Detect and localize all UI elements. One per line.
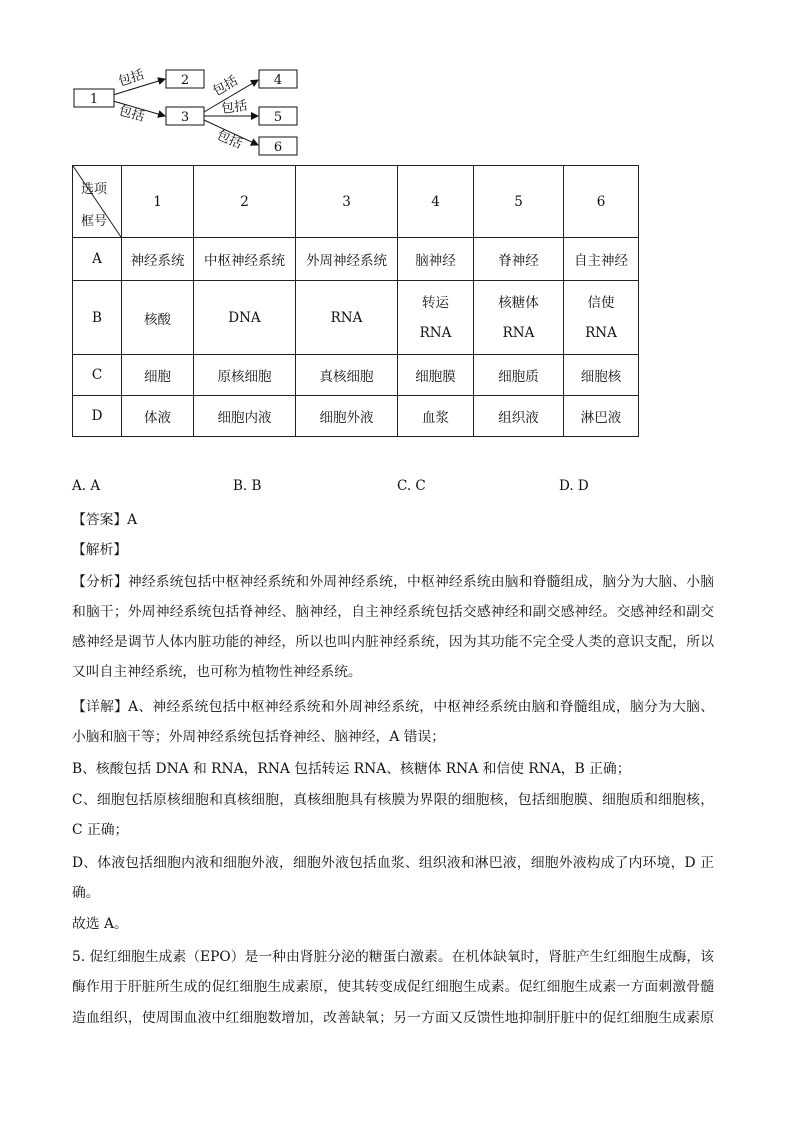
- row-label: C: [73, 355, 122, 396]
- header-cell: 1: [122, 166, 194, 238]
- table-cell: DNA: [194, 281, 296, 355]
- text-line: 确。: [72, 885, 100, 901]
- options-table: [72, 165, 639, 437]
- header-cell: 3: [296, 166, 398, 238]
- table-row: [73, 238, 639, 281]
- text-line: C 正确；: [72, 822, 129, 838]
- text-line: D、体液包括细胞内液和细胞外液，细胞外液包括血浆、组织液和淋巴液，细胞外液构成了内环境，D 正: [72, 855, 714, 871]
- table-cell: RNA: [296, 281, 398, 355]
- table-cell: 细胞: [122, 355, 194, 396]
- table-header-row: [73, 166, 639, 238]
- table-cell: 外周神经系统: [296, 238, 398, 281]
- choice-d: D. D: [559, 478, 589, 494]
- edge-label-3-6: 包括: [214, 127, 245, 153]
- text-line: 【分析】神经系统包括中枢神经系统和外周神经系统，中枢神经系统由脑和脊髓组成，脑分为大脑、小脑: [72, 574, 714, 590]
- corner-top-label: 选项: [81, 182, 108, 197]
- text-line: 【详解】A、神经系统包括中枢神经系统和外周神经系统，中枢神经系统由脑和脊髓组成，脑分为大脑、: [72, 699, 714, 715]
- table-cell: 真核细胞: [296, 355, 398, 396]
- text-line: 故选 A。: [72, 916, 128, 932]
- cell-line: 信使: [587, 294, 615, 311]
- cell-line: RNA: [502, 324, 535, 341]
- row-label: A: [73, 238, 122, 281]
- table-cell: 细胞内液: [194, 396, 296, 437]
- question-text-line: 造血组织，使周围血液中红细胞数增加，改善缺氧；另一方面又反馈性地抑制肝脏中的促红细胞生成素原: [72, 1010, 714, 1026]
- text-line: 和脑干；外周神经系统包括脊神经、脑神经，自主神经系统包括交感神经和副交感神经。交感神经和副交: [72, 604, 714, 620]
- edge-label-1-3: 包括: [116, 103, 147, 126]
- table-row: [73, 281, 639, 355]
- table-row: [73, 396, 639, 437]
- header-cell: 5: [474, 166, 564, 238]
- box-2-label: 2: [180, 73, 190, 88]
- analysis-heading: 【解析】: [72, 542, 128, 558]
- cell-line: RNA: [419, 324, 452, 341]
- edge-label-3-5: 包括: [220, 98, 249, 117]
- box-6-label: 6: [273, 140, 283, 155]
- table-cell: 神经系统: [122, 238, 194, 281]
- text-line: 感神经是调节人体内脏功能的神经，所以也叫内脏神经系统，因为其功能不完全受人类的意识支配，所以: [72, 634, 714, 650]
- table-cell: [474, 281, 564, 355]
- cell-line: RNA: [585, 324, 617, 341]
- table-cell: 脑神经: [398, 238, 474, 281]
- edge-label-3-4: 包括: [210, 73, 241, 100]
- question-text-line: 5. 促红细胞生成素（EPO）是一种由肾脏分泌的糖蛋白激素。在机体缺氧时，肾脏产生红细胞生成酶，该: [72, 949, 714, 965]
- edge-label-1-2: 包括: [116, 67, 146, 90]
- table-cell: 脊神经: [474, 238, 564, 281]
- table-cell: 组织液: [474, 396, 564, 437]
- box-5-label: 5: [273, 110, 283, 125]
- table-cell: 细胞核: [564, 355, 639, 396]
- table-cell: 细胞膜: [398, 355, 474, 396]
- choice-b: B. B: [233, 478, 262, 494]
- choice-a: A. A: [72, 478, 101, 494]
- choice-c: C. C: [397, 478, 426, 494]
- cell-line: 核糖体: [498, 294, 539, 311]
- table-cell: [398, 281, 474, 355]
- header-cell: 6: [564, 166, 639, 238]
- concept-diagram: [0, 0, 320, 160]
- table-cell: 淋巴液: [564, 396, 639, 437]
- corner-bottom-label: 框号: [81, 214, 108, 229]
- table-cell: 自主神经: [564, 238, 639, 281]
- question-text-line: 酶作用于肝脏所生成的促红细胞生成素原，使其转变成促红细胞生成素。促红细胞生成素一方面刺激骨髓: [72, 979, 714, 995]
- table-cell: 原核细胞: [194, 355, 296, 396]
- header-cell: 2: [194, 166, 296, 238]
- table-cell: 核酸: [122, 281, 194, 355]
- text-line: B、核酸包括 DNA 和 RNA，RNA 包括转运 RNA、核糖体 RNA 和信使 RNA，B 正确；: [72, 761, 631, 777]
- table-row: [73, 355, 639, 396]
- table-cell: 细胞质: [474, 355, 564, 396]
- table-cell: [564, 281, 639, 355]
- row-label: D: [73, 396, 122, 437]
- table-cell: 体液: [122, 396, 194, 437]
- row-label: B: [73, 281, 122, 355]
- answer-line: 【答案】A: [72, 512, 138, 528]
- box-4-label: 4: [273, 73, 283, 88]
- table-cell: 中枢神经系统: [194, 238, 296, 281]
- text-line: 又叫自主神经系统，也可称为植物性神经系统。: [72, 664, 362, 680]
- header-cell: 4: [398, 166, 474, 238]
- box-1-label: 1: [89, 92, 99, 107]
- text-line: C、细胞包括原核细胞和真核细胞，真核细胞具有核膜为界限的细胞核，包括细胞膜、细胞质和细胞核，: [72, 792, 714, 808]
- corner-cell: [73, 166, 122, 238]
- table-cell: 血浆: [398, 396, 474, 437]
- table-cell: 细胞外液: [296, 396, 398, 437]
- text-line: 小脑和脑干等；外周神经系统包括脊神经、脑神经，A 错误；: [72, 729, 446, 745]
- box-3-label: 3: [180, 110, 190, 125]
- cell-line: 转运: [422, 294, 449, 311]
